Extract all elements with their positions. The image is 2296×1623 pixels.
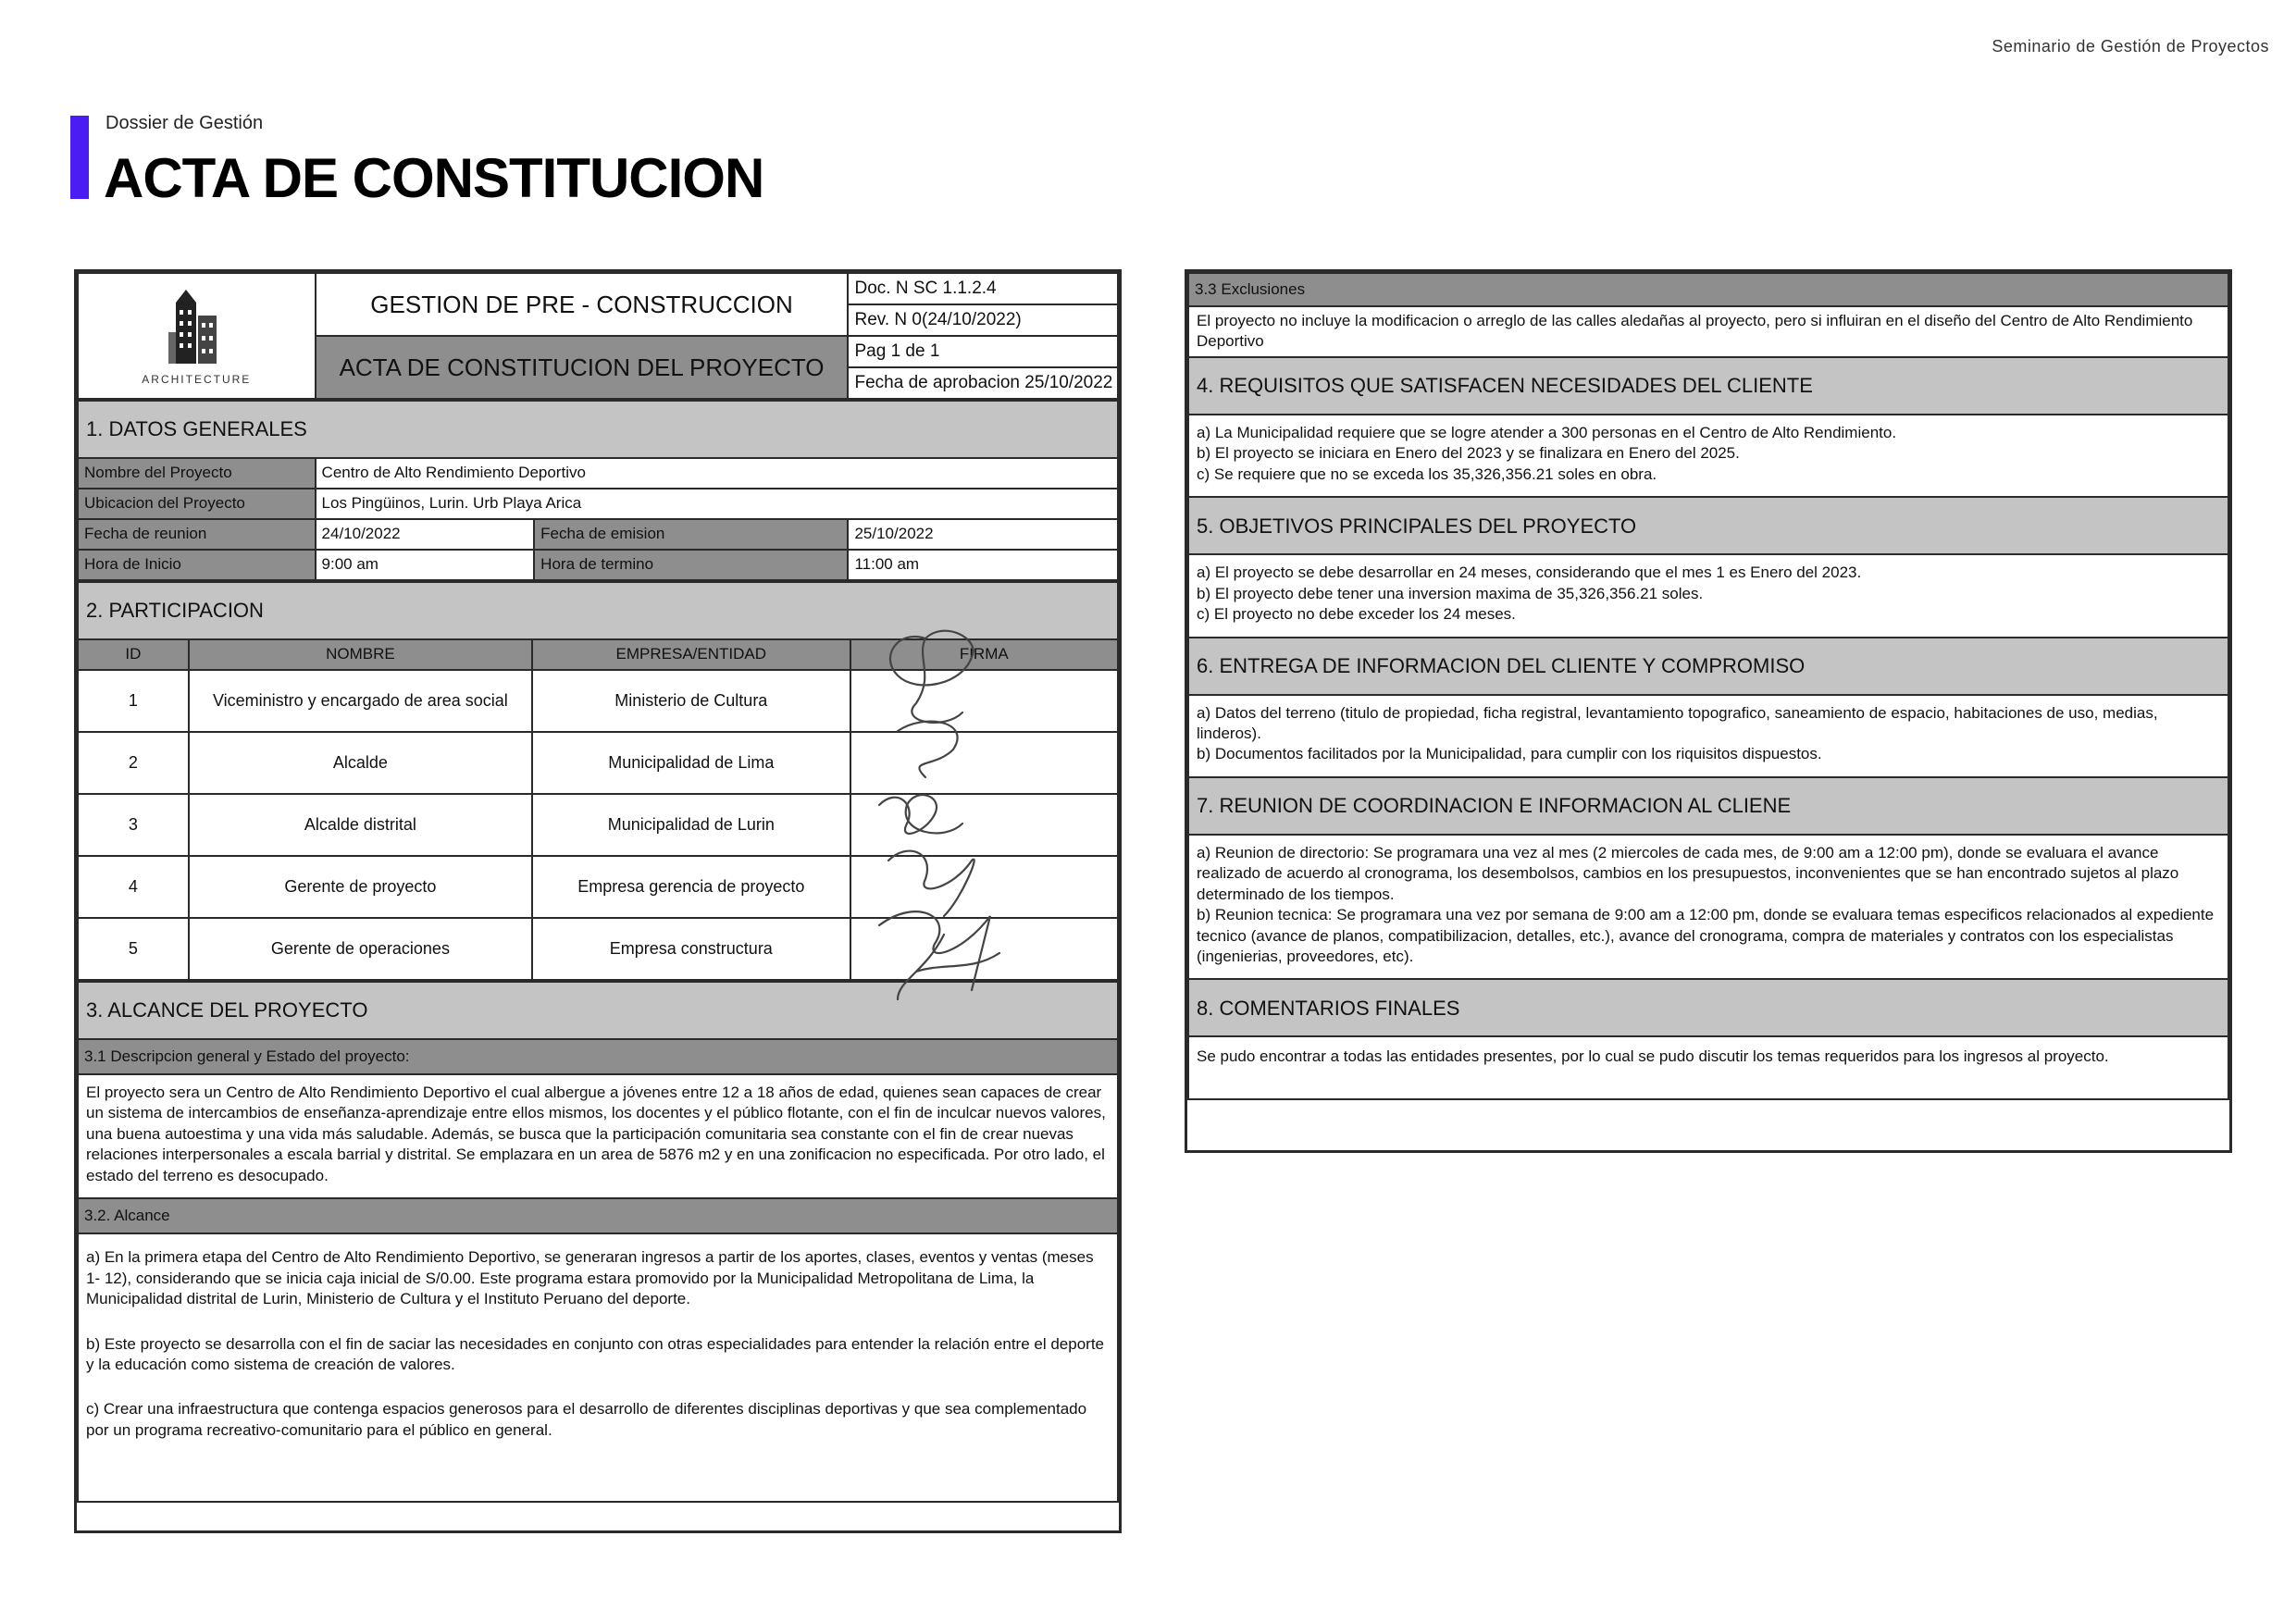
alcance-body [78,1233,1118,1502]
page-title: ACTA DE CONSTITUCION [104,147,764,209]
doc-number: Doc. N SC 1.1.2.4 [848,273,1118,304]
acta-right-card [1185,269,2232,1153]
label-hora-inicio: Hora de Inicio [78,550,316,580]
section-alcance: 3. ALCANCE DEL PROYECTO [78,982,1118,1039]
section-comentarios: 8. COMENTARIOS FINALES [1188,979,2228,1036]
accent-bar [70,116,89,199]
section-requisitos: 4. REQUISITOS QUE SATISFACEN NECESIDADES DEL CLIENTE [1188,357,2228,415]
alcance-c: c) Crear una infraestructura que contenga espacios generosos para el desarrollo de diferentes disciplinas deportivas y que sea complementado por un programa recreativo-comunitario para el público en general. [86,1400,1087,1439]
alcance-a: a) En la primera etapa del Centro de Alto Rendimiento Deportivo, se generaran ingresos a partir de los aportes, clases, eventos y ventas (meses 1- 12), considerando que se inicia caja inicial de S/0.00. Este programa estara promovido por la Municipalidad Metropolitana de Lima, la Municipalidad distrital de Lurin, Ministerio de Cultura y el Instituto Peruano del deporte. [86,1248,1094,1308]
objetivos-body [1188,554,2228,637]
kicker: Dossier de Gestión [105,113,264,133]
acta-left-card [74,269,1122,1533]
row-id: 4 [78,856,189,918]
requisito-a: a) La Municipalidad requiere que se logre atender a 300 personas en el Centro de Alto Rendimiento. [1197,423,1897,441]
value-hora-inicio: 9:00 am [316,550,535,580]
table-row [78,856,1118,918]
descripcion-text: El proyecto sera un Centro de Alto Rendimiento Deportivo el cual albergue a jóvenes entre 12 a 18 años de edad, quienes sean capaces de crear un sistema de intercambios de enseñanza-aprendizaje entre ellos mismos, los docentes y el público flotante, con el fin de inculcar nuevos valores, una buena autoestima y una vida más saludable. Además, se busca que la participación comunitaria sea constante con el fin de crear nuevas relaciones interpersonales a escala barrial y distrital. Se emplazara en un area de 5876 m2 y en una zonificacion no especificada. Por otro lado, el estado del terreno es desocupado. [78,1074,1118,1198]
row-id: 3 [78,794,189,856]
row-nombre: Viceministro y encargado de area social [189,670,532,732]
section-datos-generales: 1. DATOS GENERALES [78,401,1118,458]
section-participacion: 2. PARTICIPACION [78,582,1118,639]
table-row [78,670,1118,732]
objetivo-c: c) El proyecto no debe exceder los 24 meses. [1197,605,1516,624]
right-sections-table [1187,272,2229,1100]
row-nombre: Gerente de proyecto [189,856,532,918]
row-nombre: Alcalde [189,732,532,794]
revision: Rev. N 0(24/10/2022) [848,304,1118,336]
row-nombre: Gerente de operaciones [189,918,532,980]
col-empresa: EMPRESA/ENTIDAD [532,639,850,670]
row-empresa: Municipalidad de Lurin [532,794,850,856]
subsection-alcance: 3.2. Alcance [78,1198,1118,1233]
alcance-b: b) Este proyecto se desarrolla con el fin de saciar las necesidades en conjunto con otras especialidades para entender la relación entre el deporte y la educación como sistema de creación de valores. [86,1334,1105,1373]
row-id: 2 [78,732,189,794]
row-firma [850,794,1118,856]
label-fecha-reunion: Fecha de reunion [78,519,316,550]
objetivo-b: b) El proyecto debe tener una inversion maxima de 35,326,356.21 soles. [1197,584,1704,602]
table-row [78,794,1118,856]
logo-cell [78,273,316,399]
page-count: Pag 1 de 1 [848,336,1118,367]
label-fecha-emision: Fecha de emision [534,519,848,550]
comentarios-text: Se pudo encontrar a todas las entidades presentes, por lo cual se pudo discutir los temas requeridos para los ingresos al proyecto. [1188,1036,2228,1099]
value-fecha-emision: 25/10/2022 [848,519,1118,550]
entrega-a: a) Datos del terreno (titulo de propiedad, ficha registral, levantamiento topografico, saneamiento de espacio, habitaciones de uso, medias, linderos). [1197,703,2158,742]
row-empresa: Empresa gerencia de proyecto [532,856,850,918]
value-ubicacion: Los Pingüinos, Lurin. Urb Playa Arica [316,489,1118,519]
col-id: ID [78,639,189,670]
section-objetivos: 5. OBJETIVOS PRINCIPALES DEL PROYECTO [1188,497,2228,554]
objetivo-a: a) El proyecto se debe desarrollar en 24 meses, considerando que el mes 1 es Enero del 2023. [1197,564,1862,582]
label-hora-termino: Hora de termino [534,550,848,580]
building-logo-icon [159,284,233,367]
row-firma [850,856,1118,918]
section-reunion: 7. REUNION DE COORDINACION E INFORMACION AL CLIENE [1188,777,2228,835]
approval-date: Fecha de aprobacion 25/10/2022 [848,367,1118,399]
entrega-body [1188,695,2228,777]
reunion-a: a) Reunion de directorio: Se programara una vez al mes (2 miercoles de cada mes, de 9:00 am a 12:00 pm), donde se evaluara el avance realizado de acuerdo al cronograma, los desembolsos, cambios en los presupuestos, inconvenientes que se han encontrado sujetos al plazo determinado de los tiempos. [1197,843,2179,903]
subsection-descripcion: 3.1 Descripcion general y Estado del proyecto: [78,1039,1118,1074]
label-ubicacion: Ubicacion del Proyecto [78,489,316,519]
row-firma [850,918,1118,980]
entrega-b: b) Documentos facilitados por la Municipalidad, para cumplir con los riquisitos dispuestos. [1197,745,1822,763]
section-exclusiones: 3.3 Exclusiones [1188,273,2228,306]
running-header: Seminario de Gestión de Proyectos [1992,37,2269,56]
participacion-table [77,581,1119,981]
value-nombre: Centro de Alto Rendimiento Deportivo [316,458,1118,489]
row-empresa: Empresa constructura [532,918,850,980]
form-sub-title: ACTA DE CONSTITUCION DEL PROYECTO [316,336,849,399]
row-empresa: Municipalidad de Lima [532,732,850,794]
table-row [78,732,1118,794]
row-id: 5 [78,918,189,980]
datos-generales-table [77,400,1119,581]
section-entrega: 6. ENTREGA DE INFORMACION DEL CLIENTE Y COMPROMISO [1188,638,2228,695]
exclusiones-text: El proyecto no incluye la modificacion o arreglo de las calles aledañas al proyecto, pero si influiran en el diseño del Centro de Alto Rendimiento Deportivo [1188,306,2228,357]
requisitos-body [1188,415,2228,497]
reunion-body [1188,835,2228,980]
row-firma [850,670,1118,732]
value-fecha-reunion: 24/10/2022 [316,519,535,550]
reunion-b: b) Reunion tecnica: Se programara una vez por semana de 9:00 am a 12:00 pm, donde se evaluara temas especificos relacionados al expediente tecnico (avance de planos, compatibilizacion, detalles, etc.), avance del cronograma, compra de materiales y contratos con los especialistas (ingenierias, proveedores, etc). [1197,906,2215,965]
col-nombre: NOMBRE [189,639,532,670]
requisito-b: b) El proyecto se iniciara en Enero del 2023 y se finalizara en Enero del 2025. [1197,444,1740,463]
col-firma: FIRMA [850,639,1118,670]
participacion-header-row [78,639,1118,670]
value-hora-termino: 11:00 am [848,550,1118,580]
alcance-table [77,981,1119,1503]
requisito-c: c) Se requiere que no se exceda los 35,326,356.21 soles en obra. [1197,465,1657,483]
form-top-title: GESTION DE PRE - CONSTRUCCION [316,273,849,336]
table-row [78,918,1118,980]
logo-text: ARCHITECTURE [142,373,252,387]
row-id: 1 [78,670,189,732]
row-firma [850,732,1118,794]
label-nombre: Nombre del Proyecto [78,458,316,489]
row-nombre: Alcalde distrital [189,794,532,856]
form-header-table [77,272,1119,400]
row-empresa: Ministerio de Cultura [532,670,850,732]
